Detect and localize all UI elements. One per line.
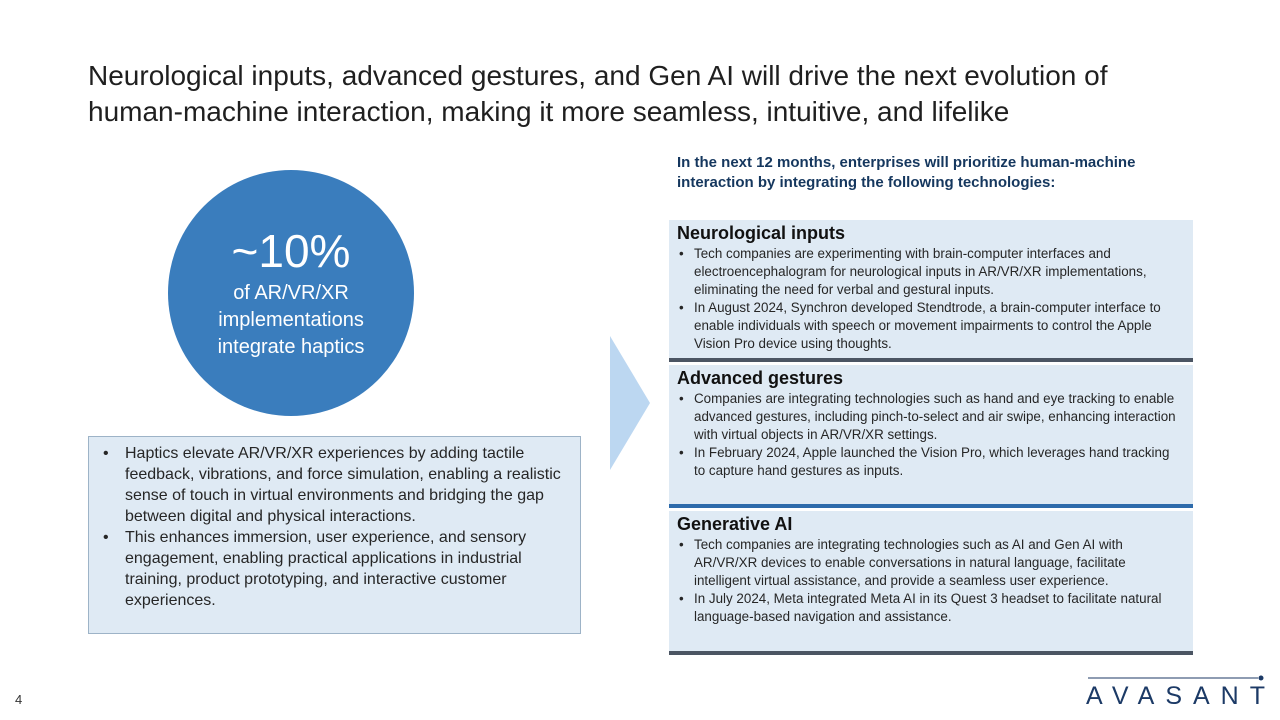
haptics-bullet: • This enhances immersion, user experience, and sensory engagement, enabling practical applications in industrial training, product prototyping, and interactive customer experiences. — [95, 527, 572, 611]
card-bullet: • Tech companies are integrating technologies such as AI and Gen AI with AR/VR/XR devices to enable conversations in natural language, facilitate intelligent virtual assistance, and provide a seamless user experience. — [677, 536, 1183, 590]
stat-caption: of AR/VR/XR implementations integrate haptics — [217, 281, 365, 358]
logo-accent-line — [1088, 674, 1264, 682]
card-title: Generative AI — [677, 514, 793, 534]
haptics-bullet-list — [95, 443, 572, 611]
card-title: Advanced gestures — [677, 368, 844, 388]
card-bullet-list — [677, 390, 1183, 480]
slide-title: Neurological inputs, advanced gestures, and Gen AI will drive the next evolution of human-machine interaction, making it more seamless, intuitive, and lifelike — [88, 60, 1108, 127]
technologies-heading: In the next 12 months, enterprises will prioritize human-machine interaction by integrating the following technologies: — [677, 154, 1136, 191]
chevron-right-icon — [610, 336, 650, 470]
card-bullet: • Tech companies are experimenting with brain-computer interfaces and electroencephalogram for neurological inputs in AR/VR/XR implementations, eliminating the need for verbal and gestural inputs. — [677, 245, 1183, 299]
card-advanced-gestures — [669, 365, 1193, 508]
haptics-info-box — [88, 436, 581, 634]
card-neurological-inputs — [669, 220, 1193, 362]
stat-circle — [168, 170, 414, 416]
card-bullet: • Companies are integrating technologies such as hand and eye tracking to enable advanced gestures, including pinch-to-select and air swipe, enhancing interaction with virtual objects in AR/VR/XR settings. — [677, 390, 1183, 444]
card-bullet: • In February 2024, Apple launched the Vision Pro, which leverages hand tracking to capture hand gestures as inputs. — [677, 444, 1183, 480]
card-bullet-list — [677, 536, 1183, 626]
card-generative-ai — [669, 511, 1193, 655]
page-number: 4 — [15, 692, 23, 707]
card-bullet: • In August 2024, Synchron developed Stendtrode, a brain-computer interface to enable individuals with speech or movement impairments to control the Apple Vision Pro device using thoughts. — [677, 299, 1183, 353]
card-bullet: • In July 2024, Meta integrated Meta AI in its Quest 3 headset to facilitate natural language-based navigation and assistance. — [677, 590, 1183, 626]
card-bullet-list — [677, 245, 1183, 353]
stat-value: ~10% — [231, 224, 351, 277]
avasant-logo: AVASANT — [1086, 682, 1276, 710]
haptics-bullet: • Haptics elevate AR/VR/XR experiences by adding tactile feedback, vibrations, and force simulation, enabling a realistic sense of touch in virtual environments and bridging the gap between digital and physical interactions. — [95, 443, 572, 527]
card-title: Neurological inputs — [677, 223, 846, 243]
